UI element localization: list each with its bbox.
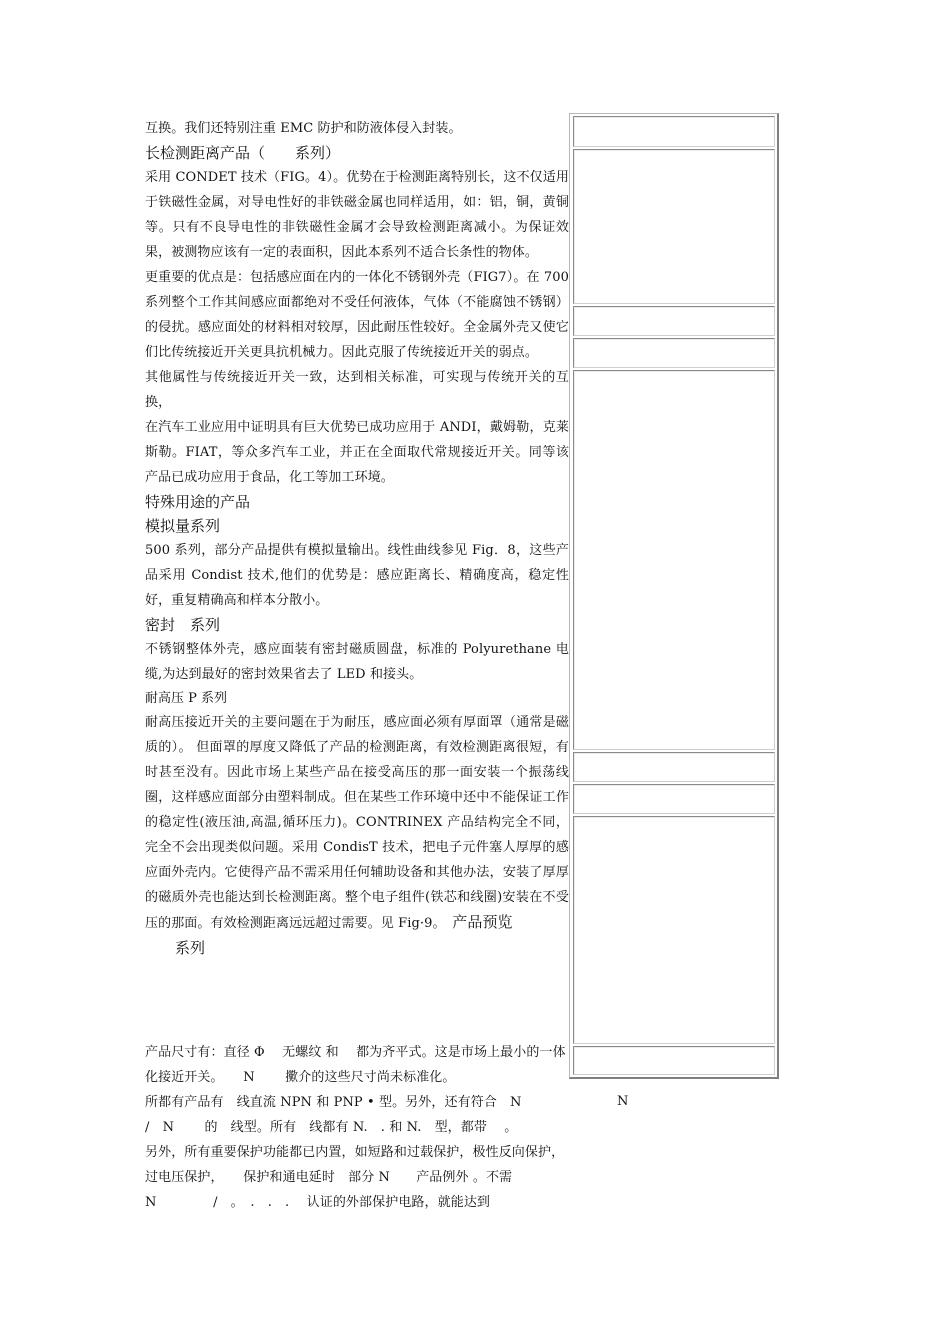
sidebar-cell [573,752,775,782]
sidebar-cell [573,784,775,814]
heading-analog-series: 模拟量系列 [145,517,221,535]
paragraph-condet: 采用 CONDET 技术（FIG。4）。优势在于检测距离特别长，这不仅适用于铁磁性金属，对导电性好的非铁磁金属也同样适用，如：铝，铜，黄铜等。只有不良导电性的非铁磁性金属才会导致检测距离减小。为保证效果，被测物应该有一定的表面积，因此本系列不适合长条性的物体。 [145,170,569,260]
sidebar-cell [573,116,775,147]
heading-series: 系列 [175,939,206,957]
sidebar-cell [573,338,775,368]
paragraph-emc: 互换。我们还特别注重 EMC 防护和防液体侵入封装。 [145,121,462,136]
heading-sealed-series: 密封 系列 [145,616,221,634]
sidebar-cell [573,816,775,1044]
paragraph-high-pressure [145,710,569,936]
sidebar-cell [573,306,775,336]
line-wire-types: / N 的 线型。所有 线都有 N. . 和 N. 型，都带 。 [145,1120,518,1135]
paragraph-sizes: 产品尺寸有：直径 Φ 无螺纹 和 都为齐平式。这是市场上最小的一体化接近开关。 N 擹介的这些尺寸尚未标准化。 [145,1045,566,1085]
stray-n-mark: N [617,1094,629,1109]
heading-product-preview: 产品预览 [452,913,513,931]
heading-special-products: 特殊用途的产品 [145,493,251,511]
lower-text [145,1040,575,1215]
paragraph-sealed: 不锈钢整体外壳，感应面装有密封磁质圆盘，标准的 Polyurethane 电缆,为达到最好的密封效果省去了 LED 和接头。 [145,642,569,682]
document-body [145,116,569,960]
sidebar-cell [573,370,775,750]
paragraph-high-pressure-text: 耐高压接近开关的主要问题在于为耐压，感应面必须有厚面罩（通常是磁质的）。 但面罩的厚度又降低了产品的检测距离，有效检测距离很短，有时甚至没有。因此市场上某些产品在接受高压的那一面安装一个振荡线圈，这样感应面部分由塑料制成。但在某些工作环境中还中不能保证工作的稳定性(液压油,高温,循环压力)。CONTRINEX 产品结构完全不同，完全不会出现类似问题。采用 CondisT 技术，把电子元件塞人厚厚的感应面外壳内。它使得产品不需采用任何辅助设备和其他办法，安装了厚厚的磁质外壳也能达到长检测距离。整个电子组件(铁芯和线圈)安装在不受压的那面。有效检测距离远远超过需要。见 Fig·9。 [145,715,569,931]
sidebar-cell [573,149,775,304]
sidebar-frame [569,113,779,1079]
line-npn-pnp: 所都有产品有 线直流 NPN 和 PNP • 型。另外，还有符合 N [145,1095,522,1110]
sidebar-cell [573,1046,775,1075]
line-certification: N / 。 . . . 认证的外部保护电路，就能达到 [145,1195,491,1210]
paragraph-analog: 500 系列，部分产品提供有模拟量输出。线性曲线参见 Fig．8，这些产品采用 Condist 技术,他们的优势是：感应距离长、精确度高，稳定性好，重复精确高和样本分散小。 [145,543,569,608]
paragraph-other-properties: 其他属性与传统接近开关一致，达到相关标准，可实现与传统开关的互换， [145,370,569,410]
paragraph-automotive: 在汽车工业应用中证明具有巨大优势已成功应用于 ANDI，戴姆勒，克莱斯勒。FIAT，等众多汽车工业，并正在全面取代常规接近开关。同等该产品已成功应用于食品，化工等加工环境。 [145,420,569,485]
paragraph-stainless-housing: 更重要的优点是：包括感应面在内的一体化不锈钢外壳（FIG7）。在 700 系列整个工作其间感应面都绝对不受任何液体，气体（不能腐蚀不锈钢）的侵扰。感应面处的材料相对较厚，因此耐压性较好。全金属外壳又使它们比传统接近开关更具抗机械力。因此克服了传统接近开关的弱点。 [145,270,569,360]
paragraph-protection: 另外，所有重要保护功能都已内置，如短路和过载保护，极性反向保护，过电压保护， 保护和通电延时 部分 N 产品例外 。不需 [145,1145,565,1185]
heading-high-pressure: 耐高压 P 系列 [145,691,228,706]
heading-long-range: 长检测距离产品（ 系列） [145,144,341,162]
